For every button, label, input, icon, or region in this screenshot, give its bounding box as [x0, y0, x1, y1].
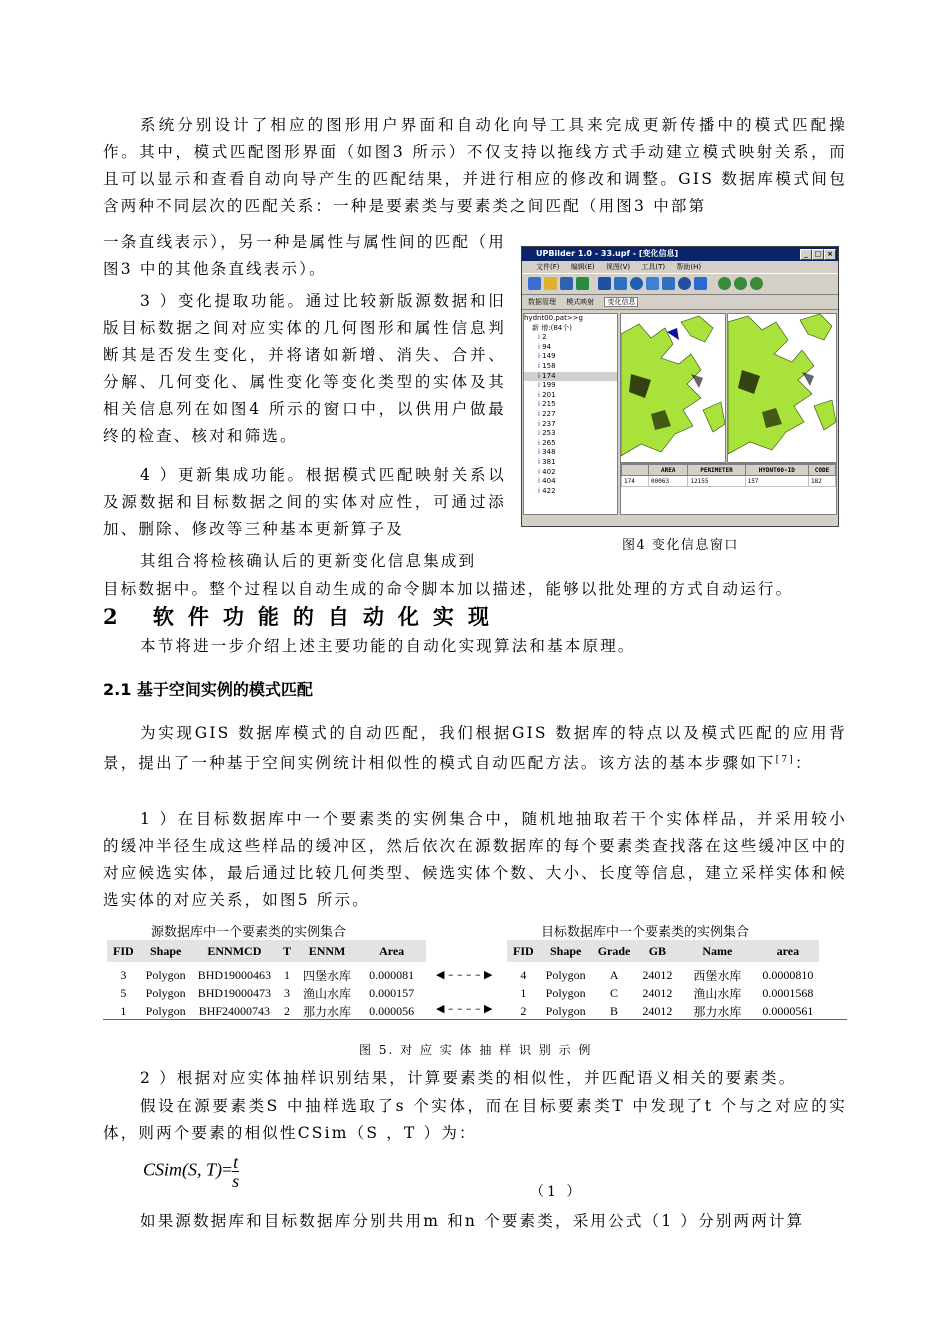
- tree-item[interactable]: [524, 343, 617, 353]
- target-cell: B: [610, 1003, 619, 1018]
- target-cell: 渔山水库: [693, 986, 742, 1001]
- tree-item[interactable]: [524, 420, 617, 430]
- check-icon[interactable]: [646, 277, 659, 290]
- figure-5-bottom-rule: [103, 1019, 847, 1020]
- map-icon[interactable]: [598, 277, 611, 290]
- tree-item[interactable]: [524, 468, 617, 478]
- source-header: Area: [357, 940, 426, 962]
- grid-header: HYDNT00-ID: [745, 465, 808, 476]
- paragraph-5-text: 为实现GIS 数据库模式的自动匹配，我们根据GIS 数据库的特点以及模式匹配的应用背景，提出了一种基于空间实例统计相似性的模式自动匹配方法。该方法的基本步骤如下: [103, 724, 847, 773]
- change-tree: [523, 313, 618, 515]
- feature-icon: i: [538, 457, 543, 466]
- source-map: [621, 314, 725, 462]
- tree-items: [524, 333, 617, 495]
- target-header: FID: [507, 940, 540, 962]
- paragraph-9: 如果源数据库和目标数据库分别共用m 和n 个要素类，采用公式（1 ）分别两两计算: [140, 1212, 805, 1230]
- tree-item-label: 404: [542, 477, 556, 486]
- target-cell: 0.0001568: [762, 985, 814, 1000]
- paragraph-6: 1 ）在目标数据库中一个要素类的实例集合中，随机地抽取若干个实体样品，并采用较小的缓冲半径生成这些样品的缓冲区，然后依次在源数据库的每个要素类查找落在这些缓冲区中的对应候选实体，最后通过比较几何类型、候选实体个数、大小、长度等信息，建立采样实体和候选实体的对应关系，如图5 所示。: [103, 810, 847, 909]
- source-header: FID: [107, 940, 140, 962]
- source-table-title: 源数据库中一个要素类的实例集合: [151, 925, 347, 940]
- window-titlebar: [522, 247, 838, 261]
- target-map: [728, 314, 836, 462]
- formula-fraction: [232, 1153, 239, 1190]
- tree-item-label: 381: [542, 457, 556, 466]
- source-cell: 3: [284, 985, 291, 1000]
- tree-item[interactable]: [524, 410, 617, 420]
- tree-root[interactable]: hydnt00.pat>>g: [524, 314, 583, 322]
- source-cell: 渔山水库: [303, 986, 352, 1001]
- paragraph-3b: 其组合将检核确认后的更新变化信息集成到: [140, 552, 477, 570]
- tree-item[interactable]: [524, 352, 617, 362]
- target-row: [507, 1002, 819, 1020]
- tree-item-label: 227: [542, 409, 556, 418]
- tab-change-info[interactable]: 变化信息: [604, 297, 638, 307]
- tree-item-label: 149: [542, 352, 556, 361]
- figure-4-caption: 图4 变化信息窗口: [622, 538, 739, 553]
- target-header: Shape: [540, 940, 592, 962]
- source-cell: 1: [284, 967, 291, 982]
- menubar: [522, 261, 838, 273]
- source-header: ENNM: [297, 940, 357, 962]
- change-info-window: [521, 246, 839, 527]
- target-cell: 0.0000810: [762, 967, 814, 982]
- tree-item-label: 174: [542, 371, 556, 380]
- source-row: [107, 962, 426, 984]
- tree-item-label: 348: [542, 448, 556, 457]
- tree-item[interactable]: [524, 429, 617, 439]
- tree-item-label: 158: [542, 361, 556, 370]
- paragraph-1: 系统分别设计了相应的图形用户界面和自动化向导工具来完成更新传播中的模式匹配操作。其中，模式匹配图形界面（如图3 所示）不仅支持以拖线方式手动建立模式映射关系，而且可以显示和查看自动向导产生的匹配结果，并进行相应的修改和调整。GIS 数据库模式间包含两种不同层次的匹配关系：一种是要素类与要素类之间匹配（用图3 中部第: [103, 116, 847, 215]
- grid-row[interactable]: [622, 476, 836, 487]
- menu-file[interactable]: 文件(F): [536, 263, 560, 271]
- target-table: [507, 940, 819, 1020]
- menu-help[interactable]: 帮助(H): [676, 263, 702, 271]
- minimize-button[interactable]: _: [800, 249, 812, 260]
- tree-item-label: 253: [542, 429, 556, 438]
- source-cell: 2: [284, 1003, 291, 1018]
- forward-icon[interactable]: [694, 277, 707, 290]
- tree-item-label: 237: [542, 419, 556, 428]
- source-cell: 3: [120, 967, 127, 982]
- paragraph-7: 2 ）根据对应实体抽样识别结果，计算要素类的相似性，并匹配语义相关的要素类。: [140, 1069, 797, 1087]
- tab-schema-mapping[interactable]: 模式映射: [566, 298, 595, 306]
- tree-item[interactable]: [524, 333, 617, 343]
- formula-equals: =: [222, 1159, 233, 1180]
- grid-cell: 157: [745, 476, 808, 487]
- tree-item[interactable]: [524, 477, 617, 487]
- target-header: Grade: [592, 940, 637, 962]
- tree-item-label: 265: [542, 438, 556, 447]
- subsection-heading: 2.1 基于空间实例的模式匹配: [103, 680, 313, 699]
- target-cell: 0.0000561: [762, 1003, 814, 1018]
- formula-denominator: s: [232, 1171, 240, 1191]
- target-header: Name: [678, 940, 756, 962]
- source-cell: Polygon: [145, 1003, 186, 1018]
- attribute-grid: [620, 463, 837, 515]
- paragraph-5-end: ：: [794, 754, 813, 773]
- maximize-button[interactable]: □: [812, 249, 824, 260]
- target-cell: Polygon: [545, 1003, 586, 1018]
- feature-icon: i: [538, 486, 543, 495]
- target-cell: C: [610, 985, 619, 1000]
- grid-cell: 00063: [649, 476, 688, 487]
- source-row: [107, 984, 426, 1002]
- feature-icon: i: [538, 429, 543, 438]
- formula-numerator: t: [233, 1152, 239, 1172]
- feature-icon: i: [538, 390, 543, 399]
- formula-lhs: CSim: [143, 1159, 183, 1180]
- tab-data-management[interactable]: 数据管理: [528, 298, 556, 306]
- feature-icon: i: [538, 448, 543, 457]
- source-cell: Polygon: [145, 985, 186, 1000]
- tree-item-label: 2: [542, 333, 547, 342]
- match-arrow-icon: ◀ – – – – ▶: [436, 1002, 493, 1015]
- tree-item[interactable]: [524, 487, 617, 497]
- layer-icon[interactable]: [614, 277, 627, 290]
- source-cell: BHD19000463: [197, 967, 272, 982]
- feature-icon: i: [538, 381, 543, 390]
- feature-icon: i: [538, 342, 543, 351]
- target-row: [507, 962, 819, 984]
- info-icon[interactable]: [630, 277, 643, 290]
- grid-header: CODE: [808, 465, 835, 476]
- target-map-view[interactable]: [727, 313, 837, 463]
- paragraph-8: 假设在源要素类S 中抽样选取了s 个实体，而在目标要素类T 中发现了t 个与之对应的实体，则两个要素的相似性CSim（S ，T ）为：: [103, 1097, 847, 1142]
- menu-tools[interactable]: 工具(T): [641, 263, 666, 271]
- zoom-out-icon[interactable]: [734, 277, 747, 290]
- feature-icon: i: [538, 371, 543, 380]
- paragraph-3c: 目标数据中。整个过程以自动生成的命令脚本加以描述，能够以批处理的方式自动运行。: [103, 580, 794, 598]
- equation-number: （1 ）: [530, 1184, 584, 1200]
- target-cell: 西堡水库: [693, 968, 742, 983]
- tree-item[interactable]: [524, 362, 617, 372]
- tree-item-label: 422: [542, 486, 556, 495]
- paragraph-5: [103, 720, 847, 777]
- tree-item[interactable]: [524, 391, 617, 401]
- grid-cell: 182: [808, 476, 835, 487]
- target-cell: Polygon: [545, 985, 586, 1000]
- feature-icon: i: [538, 419, 543, 428]
- tree-item-label: 215: [542, 400, 556, 409]
- feature-icon: i: [538, 361, 543, 370]
- settings-icon[interactable]: [678, 277, 691, 290]
- window-title: UPBilder 1.0 - 33.upf - [变化信息]: [536, 249, 679, 258]
- paragraph-2: 3 ）变化提取功能。通过比较新版源数据和旧版目标数据之间对应实体的几何图形和属性信息判断其是否发生变化，并将诸如新增、消失、合并、分解、几何变化、属性变化等变化类型的实体及其相关信息列在如图4 所示的窗口中，以供用户做最终的检查、核对和筛选。: [103, 292, 506, 445]
- target-cell: 1: [520, 985, 527, 1000]
- target-cell: 24012: [642, 967, 673, 982]
- paragraph-3: 4 ）更新集成功能。根据模式匹配映射关系以及源数据和目标数据之间的实体对应性，可通过添加、删除、修改等三种基本更新算子及: [103, 466, 506, 538]
- source-row: [107, 1002, 426, 1020]
- tree-item-label: 201: [542, 390, 556, 399]
- zoom-extent-icon[interactable]: [750, 277, 763, 290]
- feature-icon: i: [538, 409, 543, 418]
- grid-cell: 174: [622, 476, 649, 487]
- target-cell: 24012: [642, 985, 673, 1000]
- target-header: area: [756, 940, 819, 962]
- run-icon[interactable]: [576, 277, 589, 290]
- source-cell: 0.000081: [369, 967, 415, 982]
- menu-view[interactable]: 视图(V): [605, 263, 631, 271]
- feature-icon: i: [538, 477, 543, 486]
- source-cell: 0.000056: [369, 1003, 415, 1018]
- feature-icon: i: [538, 352, 543, 361]
- source-cell: 5: [120, 985, 127, 1000]
- similarity-formula: [143, 1153, 239, 1190]
- tree-item-label: 94: [542, 342, 552, 351]
- target-cell: 24012: [642, 1003, 673, 1018]
- citation-ref[interactable]: [7]: [775, 755, 795, 765]
- formula-args: (S, T): [182, 1159, 223, 1180]
- paragraph-1-cont: 一条直线表示），另一种是属性与属性间的匹配（用图3 中的其他条直线表示）。: [103, 233, 506, 278]
- tree-item[interactable]: [524, 400, 617, 410]
- tab-bar: [522, 295, 838, 310]
- feature-icon: i: [538, 467, 543, 476]
- grid-cell: 12155: [688, 476, 745, 487]
- source-map-view[interactable]: [620, 313, 726, 463]
- target-header: GB: [636, 940, 678, 962]
- tree-group-added[interactable]: 新 增:(84个): [532, 323, 572, 332]
- source-header: ENNMCD: [192, 940, 277, 962]
- feature-icon: i: [538, 333, 543, 342]
- target-cell: 那力水库: [693, 1004, 742, 1019]
- tree-item-label: 402: [542, 467, 556, 476]
- figure-5-caption: 图 5. 对 应 实 体 抽 样 识 别 示 例: [359, 1043, 593, 1057]
- match-arrow-icon: ◀ – – – – ▶: [436, 968, 493, 981]
- source-cell: 那力水库: [303, 1004, 352, 1019]
- grid-header: [622, 465, 649, 476]
- open-icon[interactable]: [544, 277, 557, 290]
- zoom-in-icon[interactable]: [718, 277, 731, 290]
- toolbar: [522, 273, 838, 295]
- source-cell: Polygon: [145, 967, 186, 982]
- tree-item[interactable]: [524, 448, 617, 458]
- grid-header: PERIMETER: [688, 465, 745, 476]
- target-cell: A: [609, 967, 619, 982]
- menu-edit[interactable]: 编辑(E): [570, 263, 595, 271]
- source-cell: 1: [120, 1003, 127, 1018]
- edit-icon[interactable]: [662, 277, 675, 290]
- target-cell: Polygon: [545, 967, 586, 982]
- source-cell: BHF24000743: [198, 1003, 271, 1018]
- target-cell: 4: [520, 967, 527, 982]
- feature-icon: i: [538, 400, 543, 409]
- paragraph-4: 本节将进一步介绍上述主要功能的自动化实现算法和基本原理。: [140, 637, 636, 655]
- source-cell: 0.000157: [369, 985, 415, 1000]
- new-icon[interactable]: [528, 277, 541, 290]
- source-header: Shape: [140, 940, 192, 962]
- table-icon[interactable]: [560, 277, 573, 290]
- grid-header: AREA: [649, 465, 688, 476]
- close-button[interactable]: ×: [824, 249, 836, 260]
- target-row: [507, 984, 819, 1002]
- tree-item[interactable]: [524, 372, 617, 382]
- source-cell: 四堡水库: [303, 968, 352, 983]
- tree-item-label: 199: [542, 381, 556, 390]
- source-header: T: [277, 940, 297, 962]
- tree-item[interactable]: [524, 458, 617, 468]
- target-cell: 2: [520, 1003, 527, 1018]
- feature-icon: i: [538, 438, 543, 447]
- source-table: [107, 940, 426, 1020]
- source-cell: BHD19000473: [197, 985, 272, 1000]
- tree-item[interactable]: [524, 381, 617, 391]
- target-table-title: 目标数据库中一个要素类的实例集合: [541, 925, 750, 940]
- section-heading: 2 软件功能的自动化实现: [103, 604, 503, 629]
- tree-item[interactable]: [524, 439, 617, 449]
